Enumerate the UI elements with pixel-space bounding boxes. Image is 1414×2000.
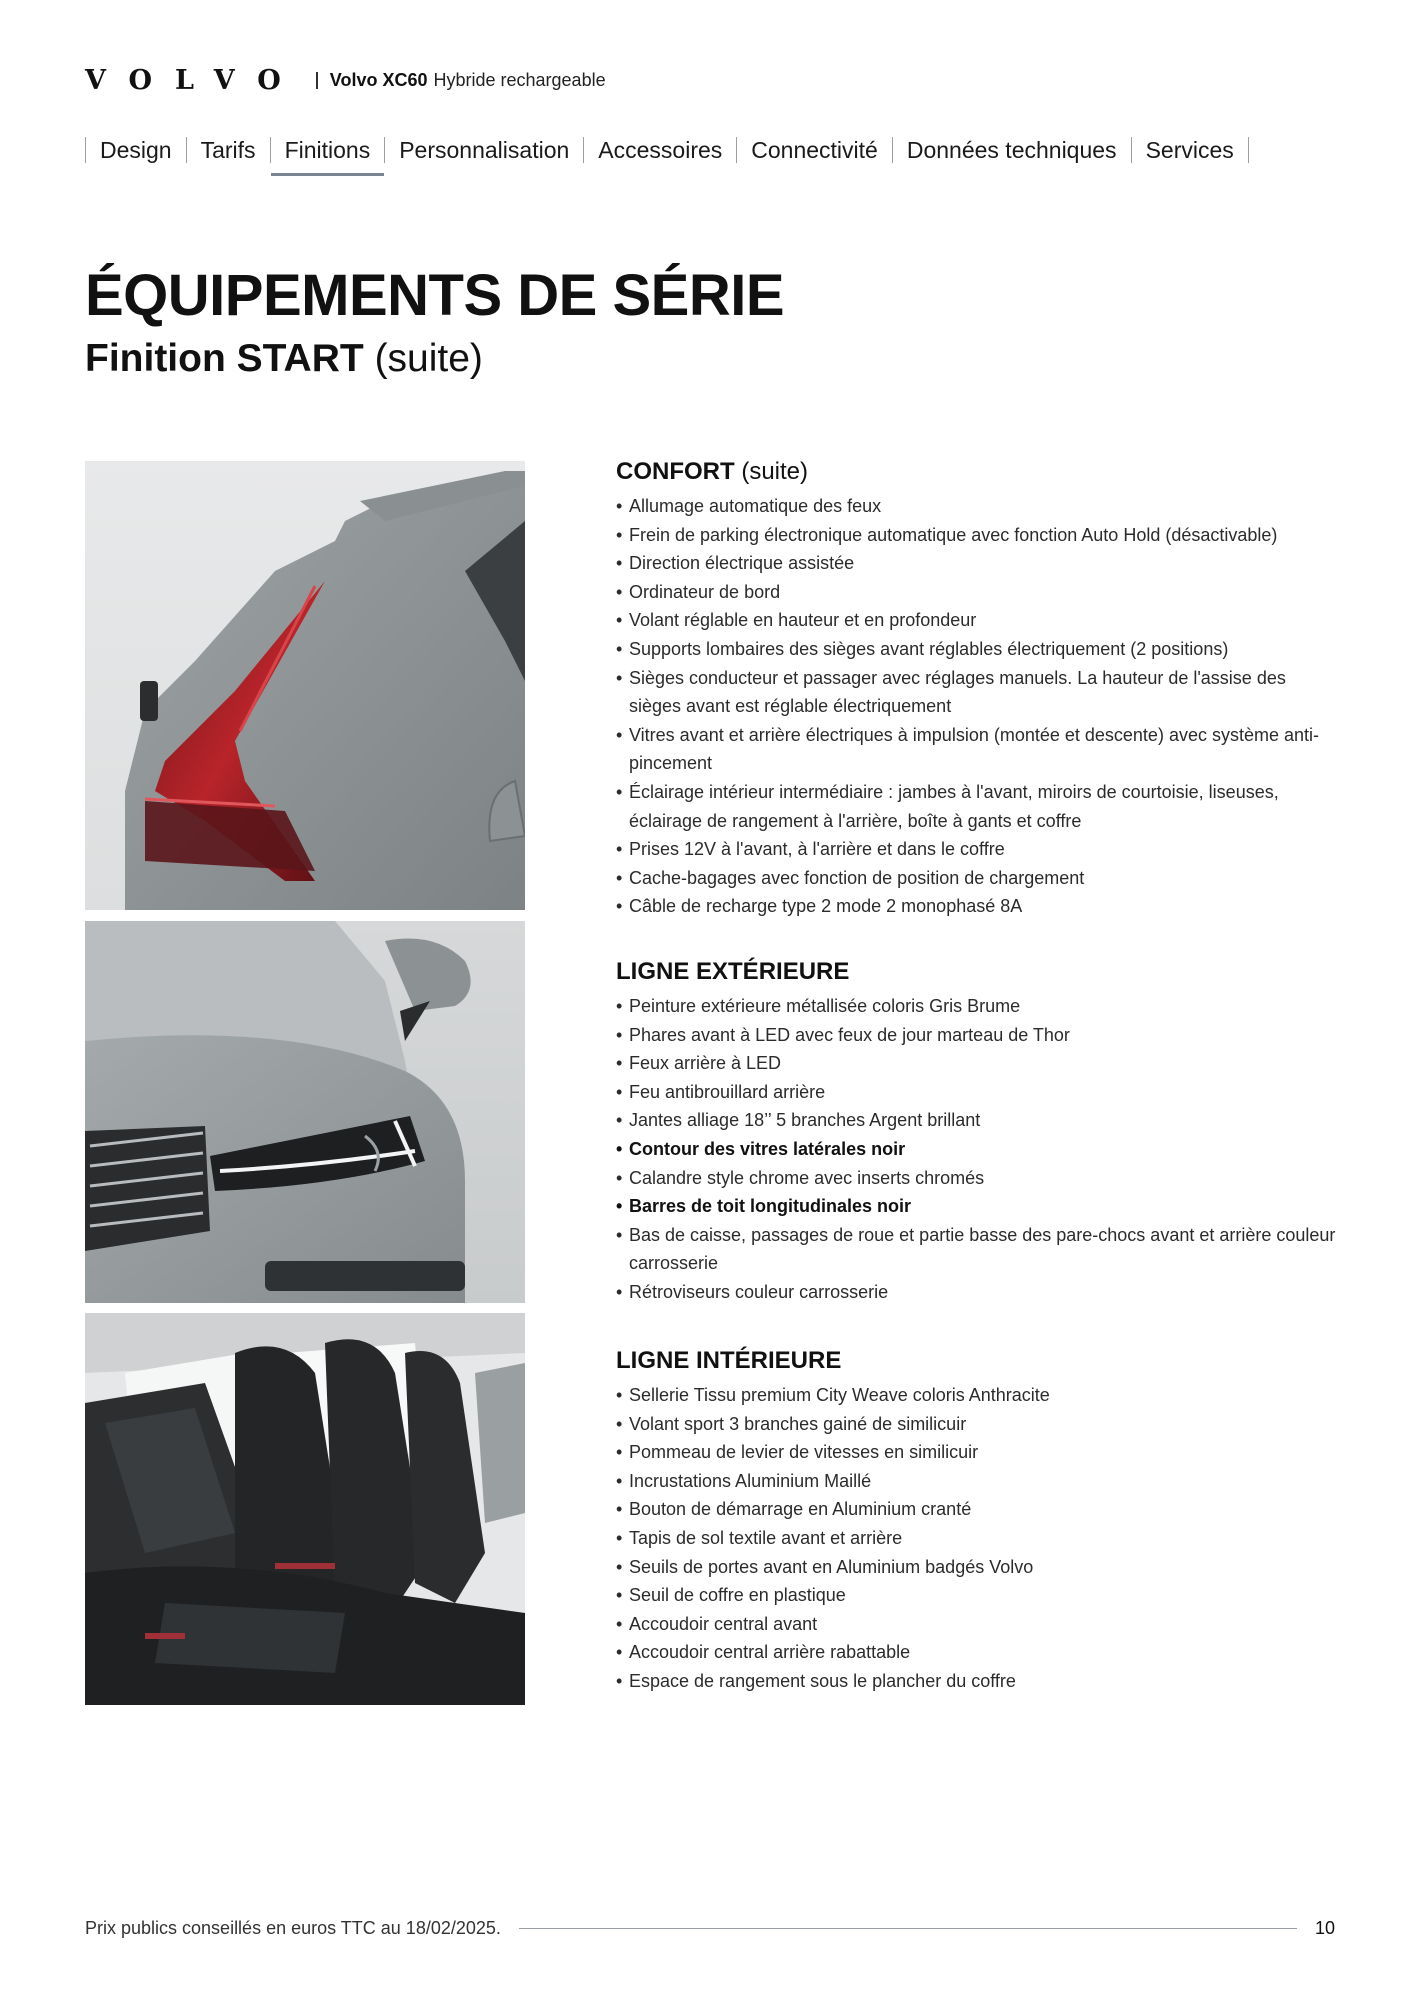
header-bar [85, 62, 606, 98]
footer-note: Prix publics conseillés en euros TTC au 18/02/2025. [85, 1917, 501, 1938]
list-item: • Contour des vitres latérales noir [616, 1135, 1336, 1164]
list-item: • Peinture extérieure métallisée coloris Gris Brume [616, 992, 1336, 1021]
header-model: Volvo XC60 [329, 69, 428, 90]
nav-item-services[interactable]: Services [1145, 136, 1234, 163]
feature-list [616, 1381, 1336, 1696]
subtitle-suffix: (suite) [374, 337, 483, 380]
list-item: • Sièges conducteur et passager avec réglages manuels. La hauteur de l'assise des sièges avant est réglable électriquement [616, 664, 1336, 721]
photo-interior [85, 1313, 525, 1705]
nav-item-design[interactable]: Design [100, 136, 172, 163]
top-navigation [85, 130, 1249, 170]
section-title-text: CONFORT [616, 458, 735, 485]
feature-list [616, 992, 1336, 1307]
list-item: • Bas de caisse, passages de roue et partie basse des pare-chocs avant et arrière couleur carrosserie [616, 1221, 1336, 1278]
list-item: • Rétroviseurs couleur carrosserie [616, 1278, 1336, 1307]
list-item: • Barres de toit longitudinales noir [616, 1192, 1336, 1221]
header-description: Hybride rechargeable [433, 69, 606, 90]
nav-item-accessoires[interactable]: Accessoires [598, 136, 723, 163]
nav-separator [1131, 137, 1132, 163]
section-confort [616, 458, 1336, 921]
list-item: • Frein de parking électronique automatique avec fonction Auto Hold (désactivable) [616, 521, 1336, 550]
list-item: • Pommeau de levier de vitesses en similicuir [616, 1438, 1336, 1467]
footer [85, 1916, 1335, 1940]
list-item: • Vitres avant et arrière électriques à impulsion (montée et descente) avec système anti-pincement [616, 721, 1336, 778]
header-divider [316, 72, 318, 89]
list-item: • Feux arrière à LED [616, 1049, 1336, 1078]
subtitle-trim: Finition START [85, 337, 364, 380]
section-title-text: LIGNE INTÉRIEURE [616, 1347, 842, 1374]
list-item: • Allumage automatique des feux [616, 492, 1336, 521]
nav-item-donnees-techniques[interactable]: Données techniques [906, 136, 1117, 163]
page-subtitle [85, 337, 483, 381]
nav-separator [384, 137, 385, 163]
list-item: • Accoudoir central avant [616, 1610, 1336, 1639]
list-item: • Incrustations Aluminium Maillé [616, 1467, 1336, 1496]
nav-separator [736, 137, 737, 163]
list-item: • Câble de recharge type 2 mode 2 monophasé 8A [616, 892, 1336, 921]
page-number: 10 [1314, 1917, 1335, 1938]
section-title-suffix: (suite) [741, 458, 809, 485]
list-item: • Tapis de sol textile avant et arrière [616, 1524, 1336, 1553]
nav-separator [892, 137, 893, 163]
interior-illustration [85, 1313, 525, 1705]
list-item: • Accoudoir central arrière rabattable [616, 1638, 1336, 1667]
nav-separator [1248, 137, 1249, 163]
nav-item-finitions[interactable]: Finitions [285, 130, 371, 170]
list-item: • Bouton de démarrage en Aluminium cranté [616, 1495, 1336, 1524]
brand-logo[interactable]: VOLVO [85, 64, 304, 96]
section-title [616, 1347, 1336, 1375]
nav-separator [85, 137, 86, 163]
section-title [616, 958, 1336, 986]
list-item: • Jantes alliage 18’’ 5 branches Argent brillant [616, 1106, 1336, 1135]
section-title [616, 458, 1336, 486]
nav-separator [270, 137, 271, 163]
nav-item-connectivite[interactable]: Connectivité [751, 136, 878, 163]
list-item: • Volant sport 3 branches gainé de similicuir [616, 1410, 1336, 1439]
list-item: • Phares avant à LED avec feux de jour marteau de Thor [616, 1021, 1336, 1050]
section-title-text: LIGNE EXTÉRIEURE [616, 958, 850, 985]
list-item: • Sellerie Tissu premium City Weave coloris Anthracite [616, 1381, 1336, 1410]
list-item: • Cache-bagages avec fonction de position de chargement [616, 864, 1336, 893]
list-item: • Seuil de coffre en plastique [616, 1581, 1336, 1610]
section-ligne-exterieure [616, 958, 1336, 1307]
section-ligne-interieure [616, 1347, 1336, 1696]
photo-headlight [85, 921, 525, 1303]
list-item: • Calandre style chrome avec inserts chromés [616, 1164, 1336, 1193]
list-item: • Seuils de portes avant en Aluminium badgés Volvo [616, 1553, 1336, 1582]
nav-separator [186, 137, 187, 163]
taillight-illustration [85, 461, 525, 910]
list-item: • Volant réglable en hauteur et en profondeur [616, 606, 1336, 635]
feature-list [616, 492, 1336, 921]
list-item: • Espace de rangement sous le plancher du coffre [616, 1667, 1336, 1696]
list-item: • Supports lombaires des sièges avant réglables électriquement (2 positions) [616, 635, 1336, 664]
nav-separator [583, 137, 584, 163]
list-item: • Ordinateur de bord [616, 578, 1336, 607]
list-item: • Éclairage intérieur intermédiaire : jambes à l'avant, miroirs de courtoisie, liseuses, éclairage de rangement à l'arrière, boîte à gants et coffre [616, 778, 1336, 835]
nav-item-personnalisation[interactable]: Personnalisation [399, 136, 570, 163]
photo-taillight [85, 461, 525, 910]
nav-item-tarifs[interactable]: Tarifs [200, 136, 256, 163]
page-title: ÉQUIPEMENTS DE SÉRIE [85, 263, 785, 328]
headlight-illustration [85, 921, 525, 1303]
list-item: • Direction électrique assistée [616, 549, 1336, 578]
list-item: • Prises 12V à l'avant, à l'arrière et dans le coffre [616, 835, 1336, 864]
footer-divider [519, 1928, 1297, 1929]
list-item: • Feu antibrouillard arrière [616, 1078, 1336, 1107]
